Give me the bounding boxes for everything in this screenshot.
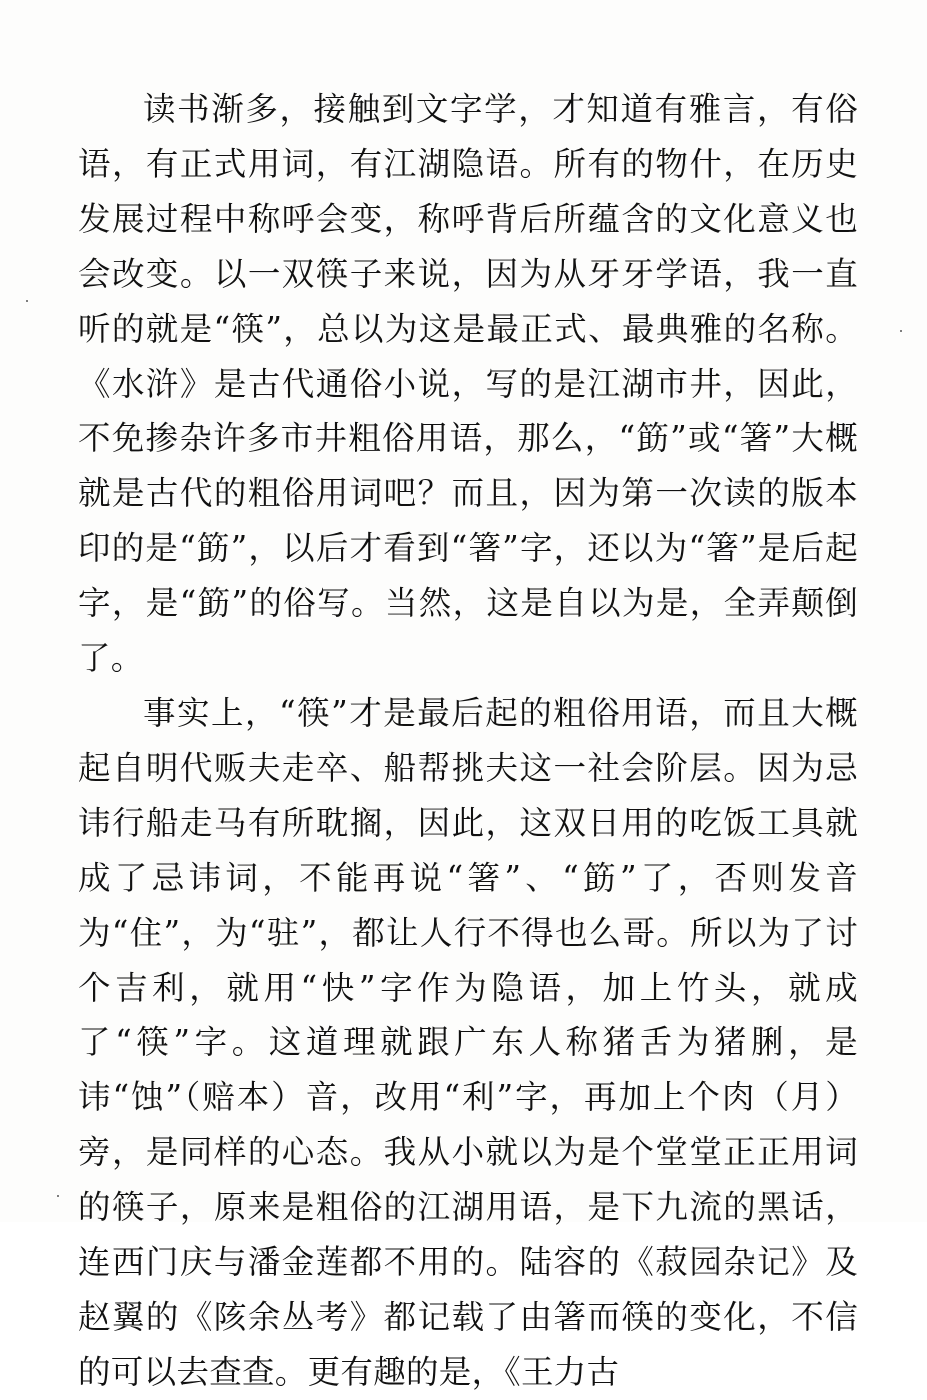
paragraph-2: 事实上，“筷”才是最后起的粗俗用语，而且大概起自明代贩夫走卒、船帮挑夫这一社会阶层。因为忌讳行船走马有所耽搁，因此，这双日用的吃饭工具就成了忌讳词，不能再说“箸”、“筯”了，否则发音为“住”，为“驻”，都让人行不得也么哥。所以为了讨个吉利，就用“快”字作为隐语，加上竹头，就成了“筷”字。这道理就跟广东人称猪舌为猪脷，是讳“蚀”（赔本）音，改用“利”字，再加上个肉（月）旁，是同样的心态。我从小就以为是个堂堂正正用词的筷子，原来是粗俗的江湖用语，是下九流的黑话，连西门庆与潘金莲都不用的。陆容的《菽园杂记》及赵翼的《陔余丛考》都记载了由箸而筷的变化，不信的可以去查查。更有趣的是，《王力古 (78, 693, 858, 1391)
scan-speck (900, 330, 902, 332)
paragraph-1: 读书渐多，接触到文字学，才知道有雅言，有俗语，有正式用词，有江湖隐语。所有的物什，在历史发展过程中称呼会变，称呼背后所蕴含的文化意义也会改变。以一双筷子来说，因为从牙牙学语，我一直听的就是“筷”，总以为这是最正式、最典雅的名称。《水浒》是古代通俗小说，写的是江湖市井，因此，不免掺杂许多市井粗俗用语，那么，“筯”或“箸”大概就是古代的粗俗用词吧？而且，因为第一次读的版本印的是“筯”，以后才看到“箸”字，还以为“箸”是后起字，是“筯”的俗写。当然，这是自以为是，全弄颠倒了。 (78, 90, 858, 678)
scan-speck (26, 300, 28, 302)
scan-speck (57, 1195, 59, 1197)
body-text (78, 82, 858, 1400)
